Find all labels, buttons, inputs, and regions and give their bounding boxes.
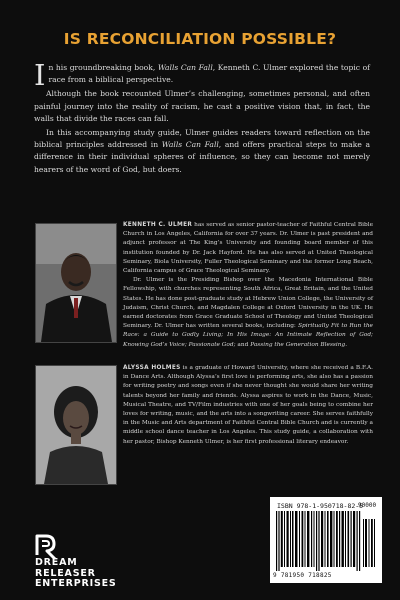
bio-text: and [235, 341, 251, 348]
publisher-name [35, 558, 117, 590]
bio-paragraph-2 [123, 276, 373, 350]
isbn-number: ISBN 978-1-950718-82-5 [277, 502, 364, 510]
drop-cap: I [34, 58, 46, 92]
intro-paragraph-2: Although the book recounted Ulmer’s challenging, sometimes personal, and often painful journey into the reality of racism, he cast a positive vision that, in fact, the walls that divide the races can fall. [34, 89, 370, 123]
intro-p1-text: n his groundbreaking book, [48, 63, 158, 72]
intro-paragraph-1 [34, 58, 370, 92]
intro-p3-text-end: , and offers practical steps to make a difference in their individual spheres of influence, so they can become not merely hearers of the word of God, but doers. [34, 140, 370, 174]
author-bio-kenneth-ulmer [123, 221, 373, 350]
publisher-name-line-1: DREAM [35, 557, 78, 568]
portrait-image [36, 366, 116, 484]
portrait-image [36, 224, 116, 342]
publisher-logo [35, 531, 185, 589]
intro-p3-text: In this accompanying study guide, Ulmer guides readers toward reflection on the biblical principles addressed in [34, 128, 370, 150]
author-bio-alyssa-holmes [123, 364, 373, 447]
publisher-name-line-3: ENTERPRISES [35, 578, 117, 589]
bio-text: . [345, 341, 348, 348]
headline: IS RECONCILIATION POSSIBLE? [63, 30, 337, 48]
isbn-barcode [270, 497, 382, 583]
author-name: ALYSSA HOLMES [123, 365, 181, 371]
barcode-bars [276, 511, 376, 571]
barcode-digits: 9 781950 718825 [273, 572, 332, 579]
intro-text [34, 58, 370, 178]
price-code: 90000 [358, 502, 377, 509]
bio-paragraph [123, 364, 373, 447]
author-photo-kenneth-ulmer [35, 223, 117, 343]
author-name: KENNETH C. ULMER [123, 222, 193, 228]
intro-p1-text-end: , Kenneth C. Ulmer explored the topic of race from a biblical perspective. [48, 63, 370, 85]
bio-text: is a graduate of Howard University, where she received a B.F.A. in Dance Arts. Although Alyssa’s first love is performing arts, she also has a passion for writing poetry and songs even if she never thought she would share her writing talents beyond her family and friends. Alyssa aspires to work in the Dance, Music, Musical Theatre, and TV/Film industries with one of her goals being to combine her loves for writing, music, and the arts into a songwriting career. She serves faithfully in the Music and Arts department of Faithful Central Bible Church and is currently a middle school dance teacher in Los Angeles. This study guide, a collaboration with her pastor, Bishop Kenneth Ulmer, is her first professional literary endeavor. [123, 365, 373, 445]
book-title: Walls Can Fall [161, 140, 219, 150]
book-title: Passing the Generation Blessing [250, 341, 346, 348]
author-photo-alyssa-holmes [35, 365, 117, 485]
publisher-name-line-2: RELEASER [35, 567, 96, 579]
book-list: Spiritually Fit to Run the Race: a Guide to Godly Living; In His Image: An Intimate Reflection of God; Knowing God’s Voice; Passionate God; [123, 323, 373, 348]
bio-text: Dr. Ulmer is the Presiding Bishop over the Macedonia International Bible Fellowship, with churches representing South Africa, Great Britain, and the United States. He has done post-graduate study at Hebrew Union College, the University of Judaism, Christ Church, and Magdalen College at Oxford University in the UK. He earned doctorates from Grace Graduate School of Theology and United Theological Seminary. Dr. Ulmer has written several books, including: [123, 277, 373, 330]
bio-text: has served as senior pastor-teacher of Faithful Central Bible Church in Los Angeles, California for over 37 years. Dr. Ulmer is past president and adjunct professor at The King’s University and founding board member of this institution founded by Dr. Jack Hayford. He has also served at United Theological Seminary, Biola University, Fuller Theological Seminary and the former Long Beach, California campus of Grace Theological Seminary. [123, 222, 374, 275]
bio-paragraph-1 [123, 221, 373, 276]
book-title: Walls Can Fall [157, 63, 213, 72]
intro-paragraph-3 [34, 127, 370, 176]
